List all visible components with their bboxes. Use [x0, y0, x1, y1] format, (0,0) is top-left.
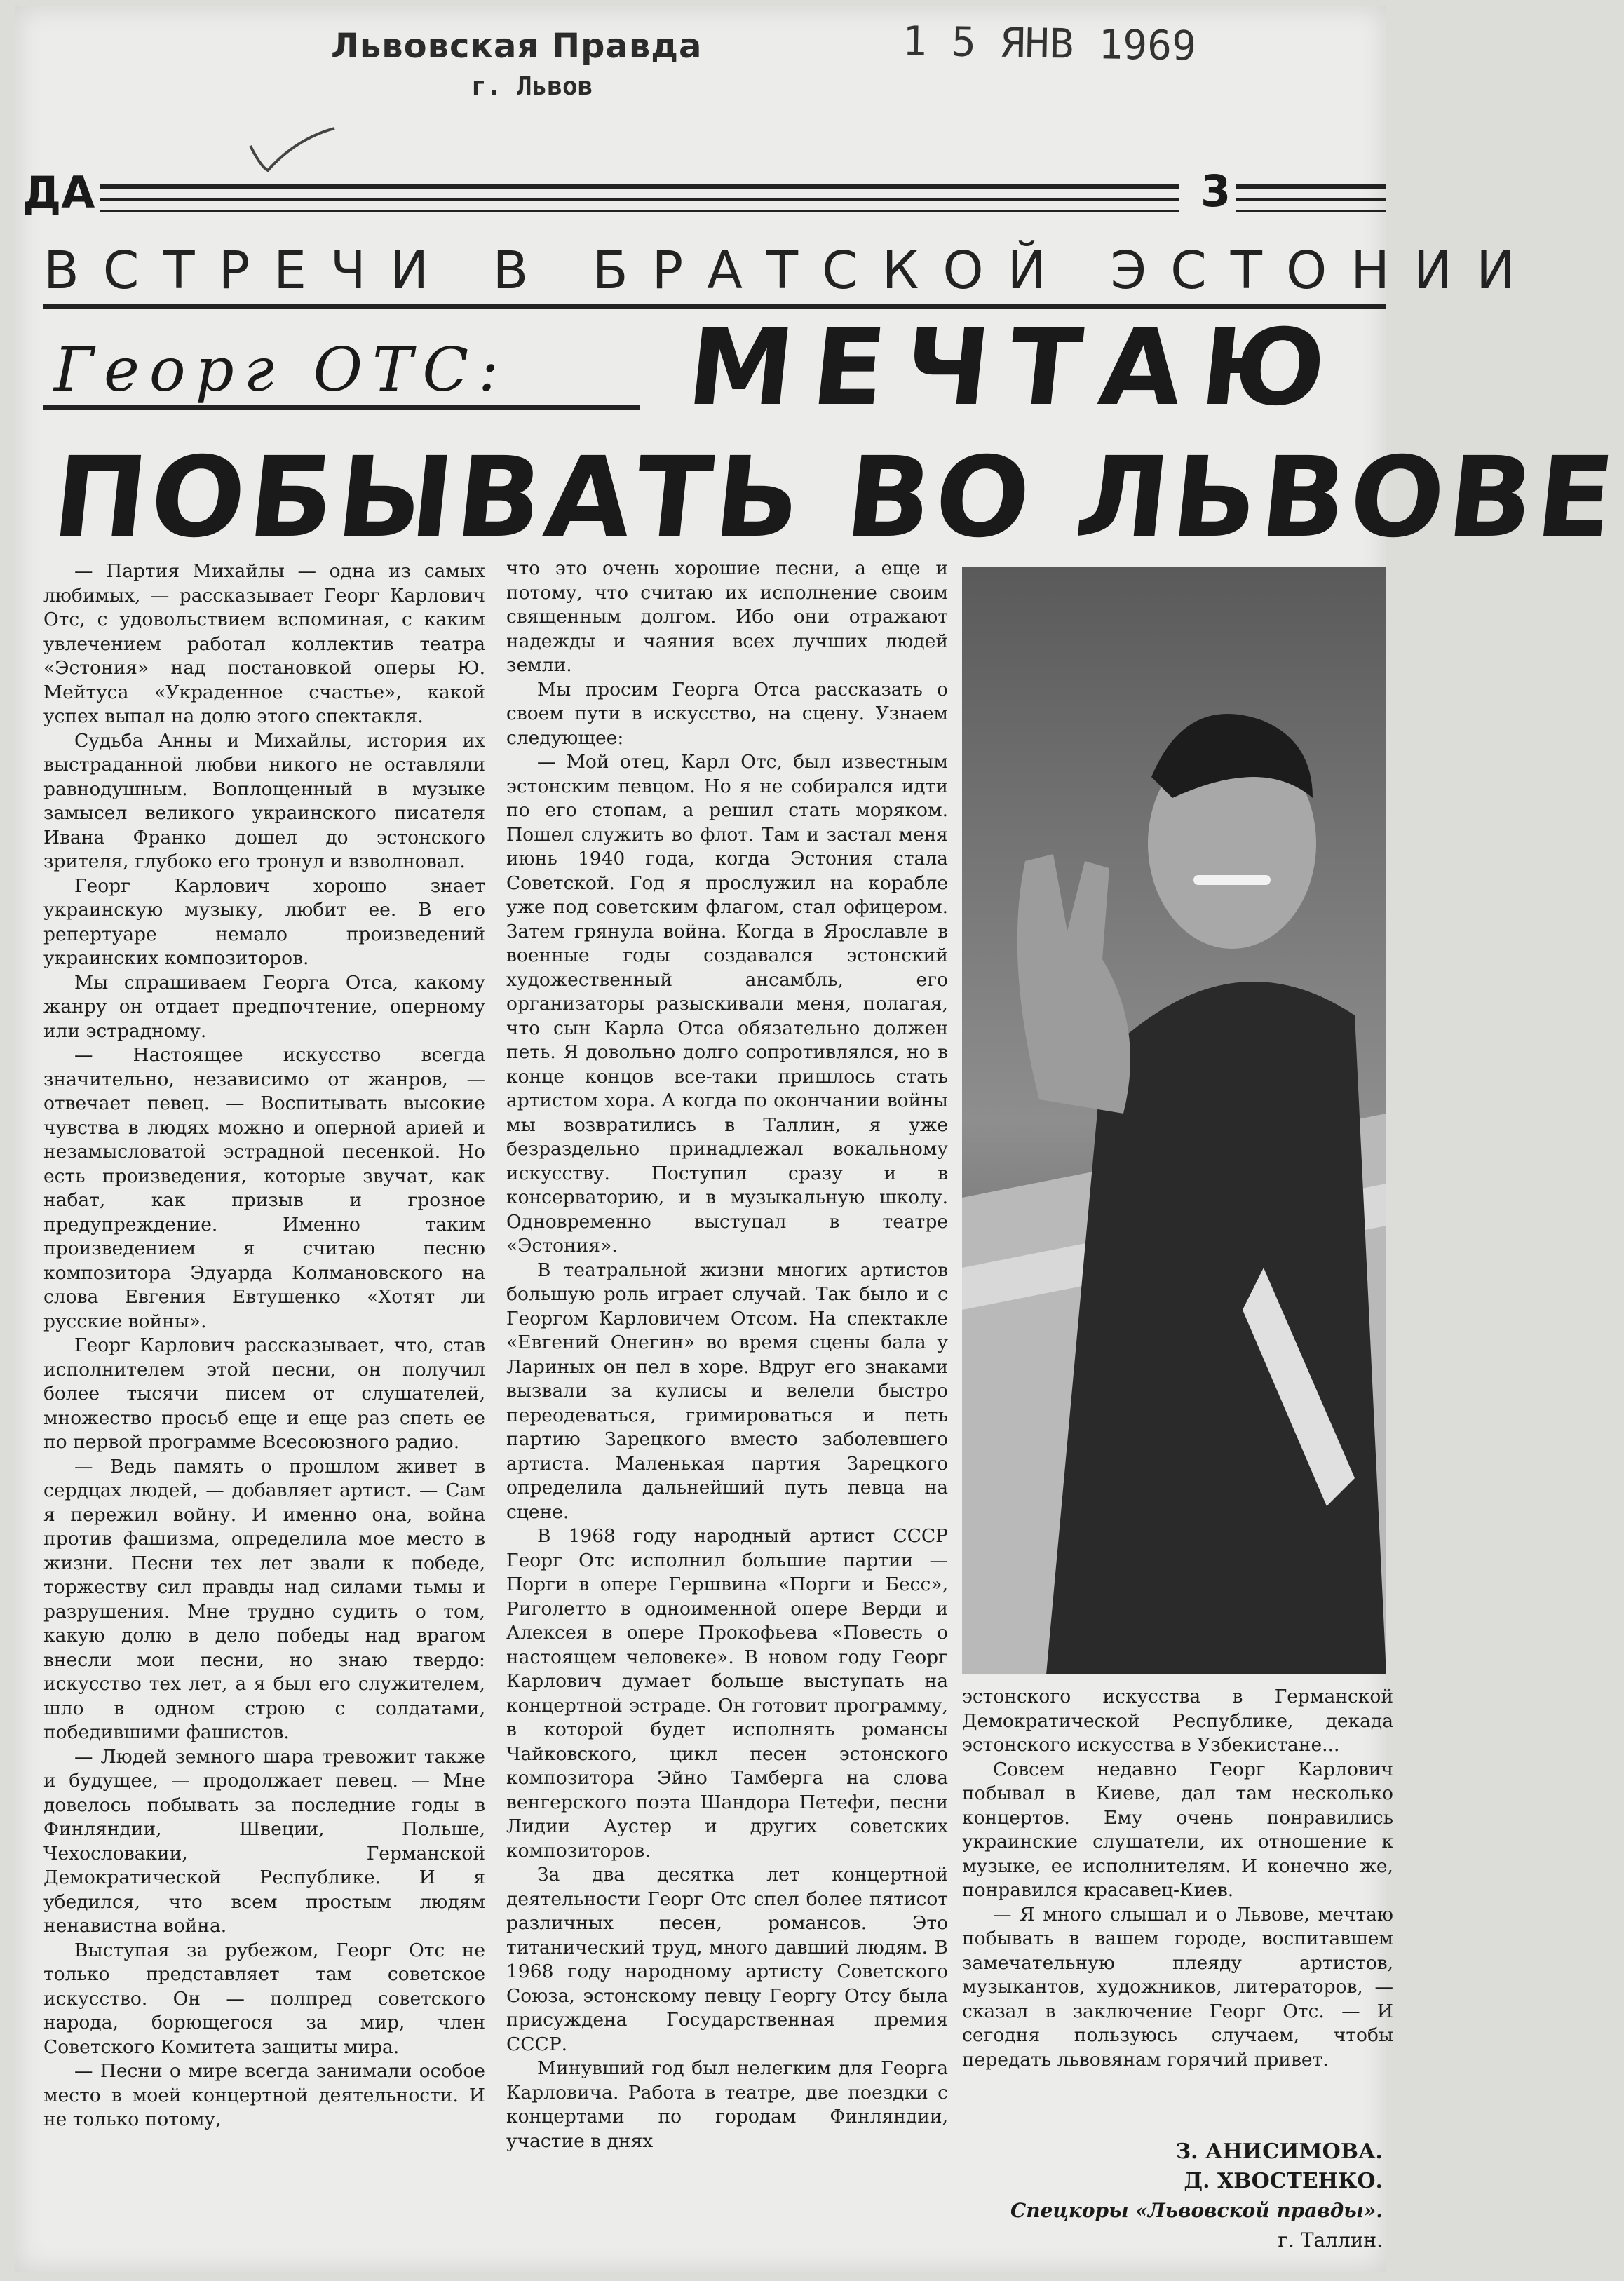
paragraph: Совсем недавно Георг Карлович побывал в Киеве, дал там несколько концертов. Ему очень понравились украинские слушатели, их отношение к музыке, ее исполнителям. И конечно же, понравился красавец-Киев. [962, 1758, 1393, 1901]
header-rule-right-mid [1236, 198, 1386, 201]
paragraph: Мы спрашиваем Георга Отса, какому жанру он отдает предпочтение, оперному или эстрадному. [43, 971, 485, 1042]
paragraph: Минувший год был нелегким для Георга Карловича. Работа в театре, две поездки с концертами по городам Финляндии, участие в днях [506, 2057, 948, 2152]
article-signature [962, 2137, 1383, 2255]
article-column-3 [962, 1685, 1393, 2072]
header-rule-bottom [100, 210, 1179, 212]
paragraph: — Настоящее искусство всегда значительно, независимо от жанров, — отвечает певец. — Воспитывать высокие чувства в людях можно и оперной арией и незамысловатой эстрадной песенкой. Но есть произведения, которые звучат, как набат, как призыв и грозное предупреждение. Именно таким произведением я считаю песню композитора Эдуарда Колмановского на слова Евгения Евтушенко «Хотят ли русские войны». [43, 1044, 485, 1332]
archive-stamp-newspaper: Львовская Правда [331, 27, 703, 66]
header-rule-right-top [1236, 184, 1386, 189]
paragraph: — Мой отец, Карл Отс, был известным эстонским певцом. Но я не собирался идти по его стопам, а решил стать моряком. Пошел служить во флот. Там и застал меня июнь 1940 года, когда Эстония стала Советской. Год я прослужил на корабле уже под советским флагом, стал офицером. Затем грянула война. Когда в Ярославле в военные годы создавался эстонский художественный ансамбль, его организаторы разыскивали меня, полагая, что сын Карла Отса обязательно должен петь. Я довольно долго сопротивлялся, но в конце концов все-таки пришлось стать артистом хора. А когда по окончании войны мы возвратились в Таллин, я уже безраздельно принадлежал вокальному искусству. Поступил сразу и в консерваторию, и в музыкальную школу. Одновременно выступал в театре «Эстония». [506, 751, 948, 1257]
article-column-2 [506, 557, 948, 2153]
byline-rule [43, 405, 640, 410]
dateline-place: г. Таллин. [1278, 2228, 1383, 2252]
paragraph: Георг Карлович хорошо знает украинскую музыку, любит ее. В его репертуаре немало произведений украинских композиторов. [43, 874, 485, 969]
section-rubric: ВСТРЕЧИ В БРАТСКОЙ ЭСТОНИИ [43, 241, 1539, 301]
page-header-fragment: ДА [22, 167, 95, 218]
archive-stamp-date: 1 5 ЯНВ 1969 [902, 17, 1197, 70]
portrait-photo [962, 567, 1386, 1674]
archive-stamp-city: г. Львов [471, 72, 593, 101]
page-number: 3 [1200, 165, 1231, 217]
paragraph: За два десятка лет концертной деятельности Георг Отс спел более пятисот различных песен, романсов. Это титанический труд, много давший людям. В 1968 году народному артисту Советского Союза, эстонскому певцу Георгу Отсу была присуждена Государственная премия СССР. [506, 1864, 948, 2055]
header-rule-right-bottom [1236, 210, 1386, 212]
paragraph: Георг Карлович рассказывает, что, став исполнителем этой песни, он получил более тысячи писем от слушателей, множество просьб еще и еще раз спеть ее по первой программе Всесоюзного радио. [43, 1334, 485, 1453]
paragraph: В театральной жизни многих артистов большую роль играет случай. Так было и с Георгом Карловичем Отсом. На спектакле «Евгений Онегин» во время сцены бала у Лариных он пел в хоре. Вдруг его знаками вызвали за кулисы и велели быстро переодеваться, гримироваться и петь партию Зарецкого вместо заболевшего артиста. Маленькая партия Зарецкого определила дальнейший путь певца на сцене. [506, 1259, 948, 1523]
paragraph: Выступая за рубежом, Георг Отс не только представляет там советское искусство. Он — полпред советского народа, борющегося за мир, член Советского Комитета защиты мира. [43, 1939, 485, 2058]
newspaper-clipping [15, 6, 1624, 2272]
headline-byline: Георг ОТС: [54, 335, 509, 405]
paragraph: Мы просим Георга Отса рассказать о своем пути в искусство, на сцену. Узнаем следующее: [506, 678, 948, 749]
paragraph: что это очень хорошие песни, а еще и потому, что считаю их исполнение своим священным долгом. Ибо они отражают надежды и чаяния всех лучших людей земли. [506, 557, 948, 676]
pen-checkmark-icon [247, 125, 338, 174]
author-role: Спецкоры «Львовской правды». [1010, 2199, 1383, 2222]
header-rule-mid [100, 198, 1179, 201]
paragraph: — Я много слышал и о Львове, мечтаю побывать в вашем городе, воспитавшем замечательную плеяду артистов, музыкантов, художников, литераторов, — сказал в заключение Георг Отс. — И сегодня пользуюсь случаем, чтобы передать львовянам горячий привет. [962, 1903, 1393, 2071]
portrait-photo-illustration [962, 567, 1386, 1674]
paragraph: эстонского искусства в Германской Демократической Республике, декада эстонского искусства в Узбекистане... [962, 1686, 1393, 1756]
paragraph: В 1968 году народный артист СССР Георг Отс исполнил большие партии — Порги в опере Гершвина «Порги и Бесс», Риголетто в одноименной опере Верди и Алексея в опере Прокофьева «Повесть о настоящем человеке». В новом году Георг Карлович думает больше выступать на концертной эстраде. Он готовит программу, в которой будет исполнять романсы Чайковского, цикл песен эстонского композитора Эйно Тамберга на слова венгерского поэта Шандора Петефи, песни Лидии Аустер и других советских композиторов. [506, 1525, 948, 1862]
headline-line-2: ПОБЫВАТЬ ВО ЛЬВОВЕ [47, 433, 1624, 562]
author-name: З. АНИСИМОВА. [1175, 2139, 1383, 2164]
paragraph: — Ведь память о прошлом живет в сердцах людей, — добавляет артист. — Сам я пережил войну. И именно она, война против фашизма, определила мое место в жизни. Песни тех лет звали к победе, торжеству сил правды над силами тьмы и разрушения. Мне трудно судить о том, какую долю в дело победы над врагом внесли мои песни, но знаю твердо: искусство тех лет, а я был его служителем, шло в одном строю с солдатами, победившими фашистов. [43, 1455, 485, 1743]
author-name: Д. ХВОСТЕНКО. [1184, 2169, 1383, 2193]
paragraph: — Песни о мире всегда занимали особое место в моей концертной деятельности. И не только потому, [43, 2060, 485, 2130]
paragraph: Судьба Анны и Михайлы, история их выстраданной любви никого не оставляли равнодушным. Воплощенный в музыке замысел великого украинского писателя Ивана Франко дошел до эстонского зрителя, глубоко его тронул и взволновал. [43, 729, 485, 872]
article-column-1 [43, 560, 485, 2132]
paragraph: — Людей земного шара тревожит также и будущее, — продолжает певец. — Мне довелось побывать за последние годы в Финляндии, Швеции, Польше, Чехословакии, Германской Демократической Республике. И я убедился, что всем простым людям ненавистна война. [43, 1745, 485, 1937]
headline-line-1: МЕЧТАЮ [682, 307, 1351, 429]
header-rule-top [100, 184, 1179, 189]
paragraph: — Партия Михайлы — одна из самых любимых, — рассказывает Георг Карлович Отс, с удовольствием вспоминая, с каким увлечением работал коллектив театра «Эстония» над постановкой оперы Ю. Мейтуса «Украденное счастье», какой успех выпал на долю этого спектакля. [43, 560, 485, 727]
